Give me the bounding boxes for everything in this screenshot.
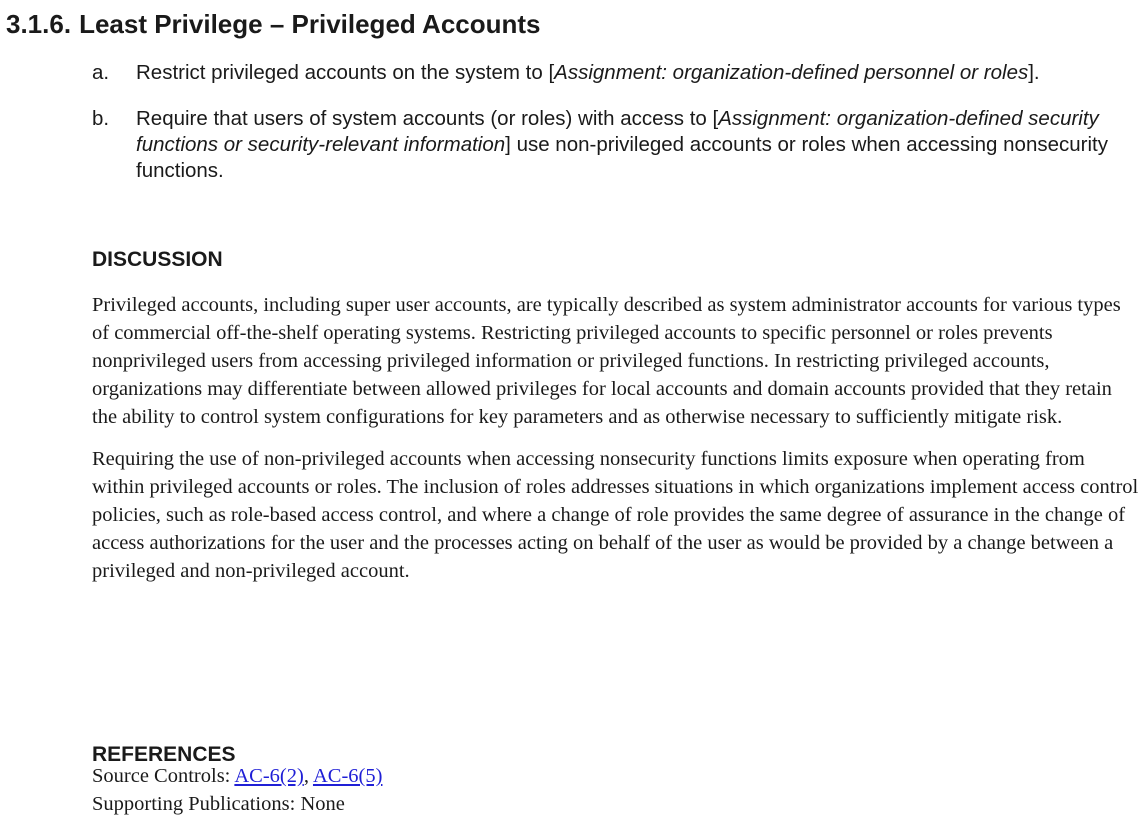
requirement-letter: b. [92,107,110,130]
section-number: 3.1.6. [6,9,72,39]
reference-link-ac-6-5[interactable]: AC-6(5) [312,765,383,787]
requirement-text [136,61,1040,84]
section-title-text: Least Privilege – Privileged Accounts [79,9,541,39]
requirement-text [136,107,1108,182]
supporting-publications-label: Supporting Publications: [92,793,296,815]
source-controls-label: Source Controls: [92,765,231,787]
supporting-publications-line [92,790,1092,818]
requirement-text-after: ] use non-privileged accounts or roles when accessing nonsecurity functions. [136,133,1108,182]
reference-separator: , [303,765,309,787]
assignment-text: Assignment: organization-defined security functions or security-relevant information [136,107,1099,156]
references-heading: REFERENCES [92,743,236,766]
requirement-text-before: Require that users of system accounts (or roles) with access to [ [136,107,719,130]
requirement-text-before: Restrict privileged accounts on the system to [ [136,61,555,84]
requirement-text-after: ]. [1028,61,1040,84]
source-controls-line [92,762,1092,790]
discussion-paragraph: Requiring the use of non-privileged accounts when accessing nonsecurity functions limits exposure when operating from within privileged accounts or roles. The inclusion of roles addresses situations in which organizations implement access control policies, such as role-based access control, and where a change of role provides the same degree of assurance in the change of access authorizations for the user and the processes acting on behalf of the user as would be provided by a change between a privileged and non-privileged account. [92,448,1139,582]
assignment-text: Assignment: organization-defined personnel or roles [554,61,1029,84]
discussion-paragraph: Privileged accounts, including super user accounts, are typically described as system administrator accounts for various types of commercial off-the-shelf operating systems. Restricting privileged accounts to specific personnel or roles prevents nonprivileged users from accessing privileged information or privileged functions. In restricting privileged accounts, organizations may differentiate between allowed privileges for local accounts and domain accounts provided that they retain the ability to control system configurations for key parameters and as otherwise necessary to sufficiently mitigate risk. [92,294,1121,428]
requirement-item-b [92,106,1132,184]
supporting-publications-value: None [300,793,345,815]
requirement-item-a [92,60,1132,86]
requirement-letter: a. [92,61,110,84]
references-body [92,762,1092,818]
discussion-body [92,291,1140,585]
requirements-list [92,60,1132,184]
discussion-heading: DISCUSSION [92,248,223,271]
reference-link-ac-6-2[interactable]: AC-6(2) [234,765,304,787]
section-title [6,6,541,42]
